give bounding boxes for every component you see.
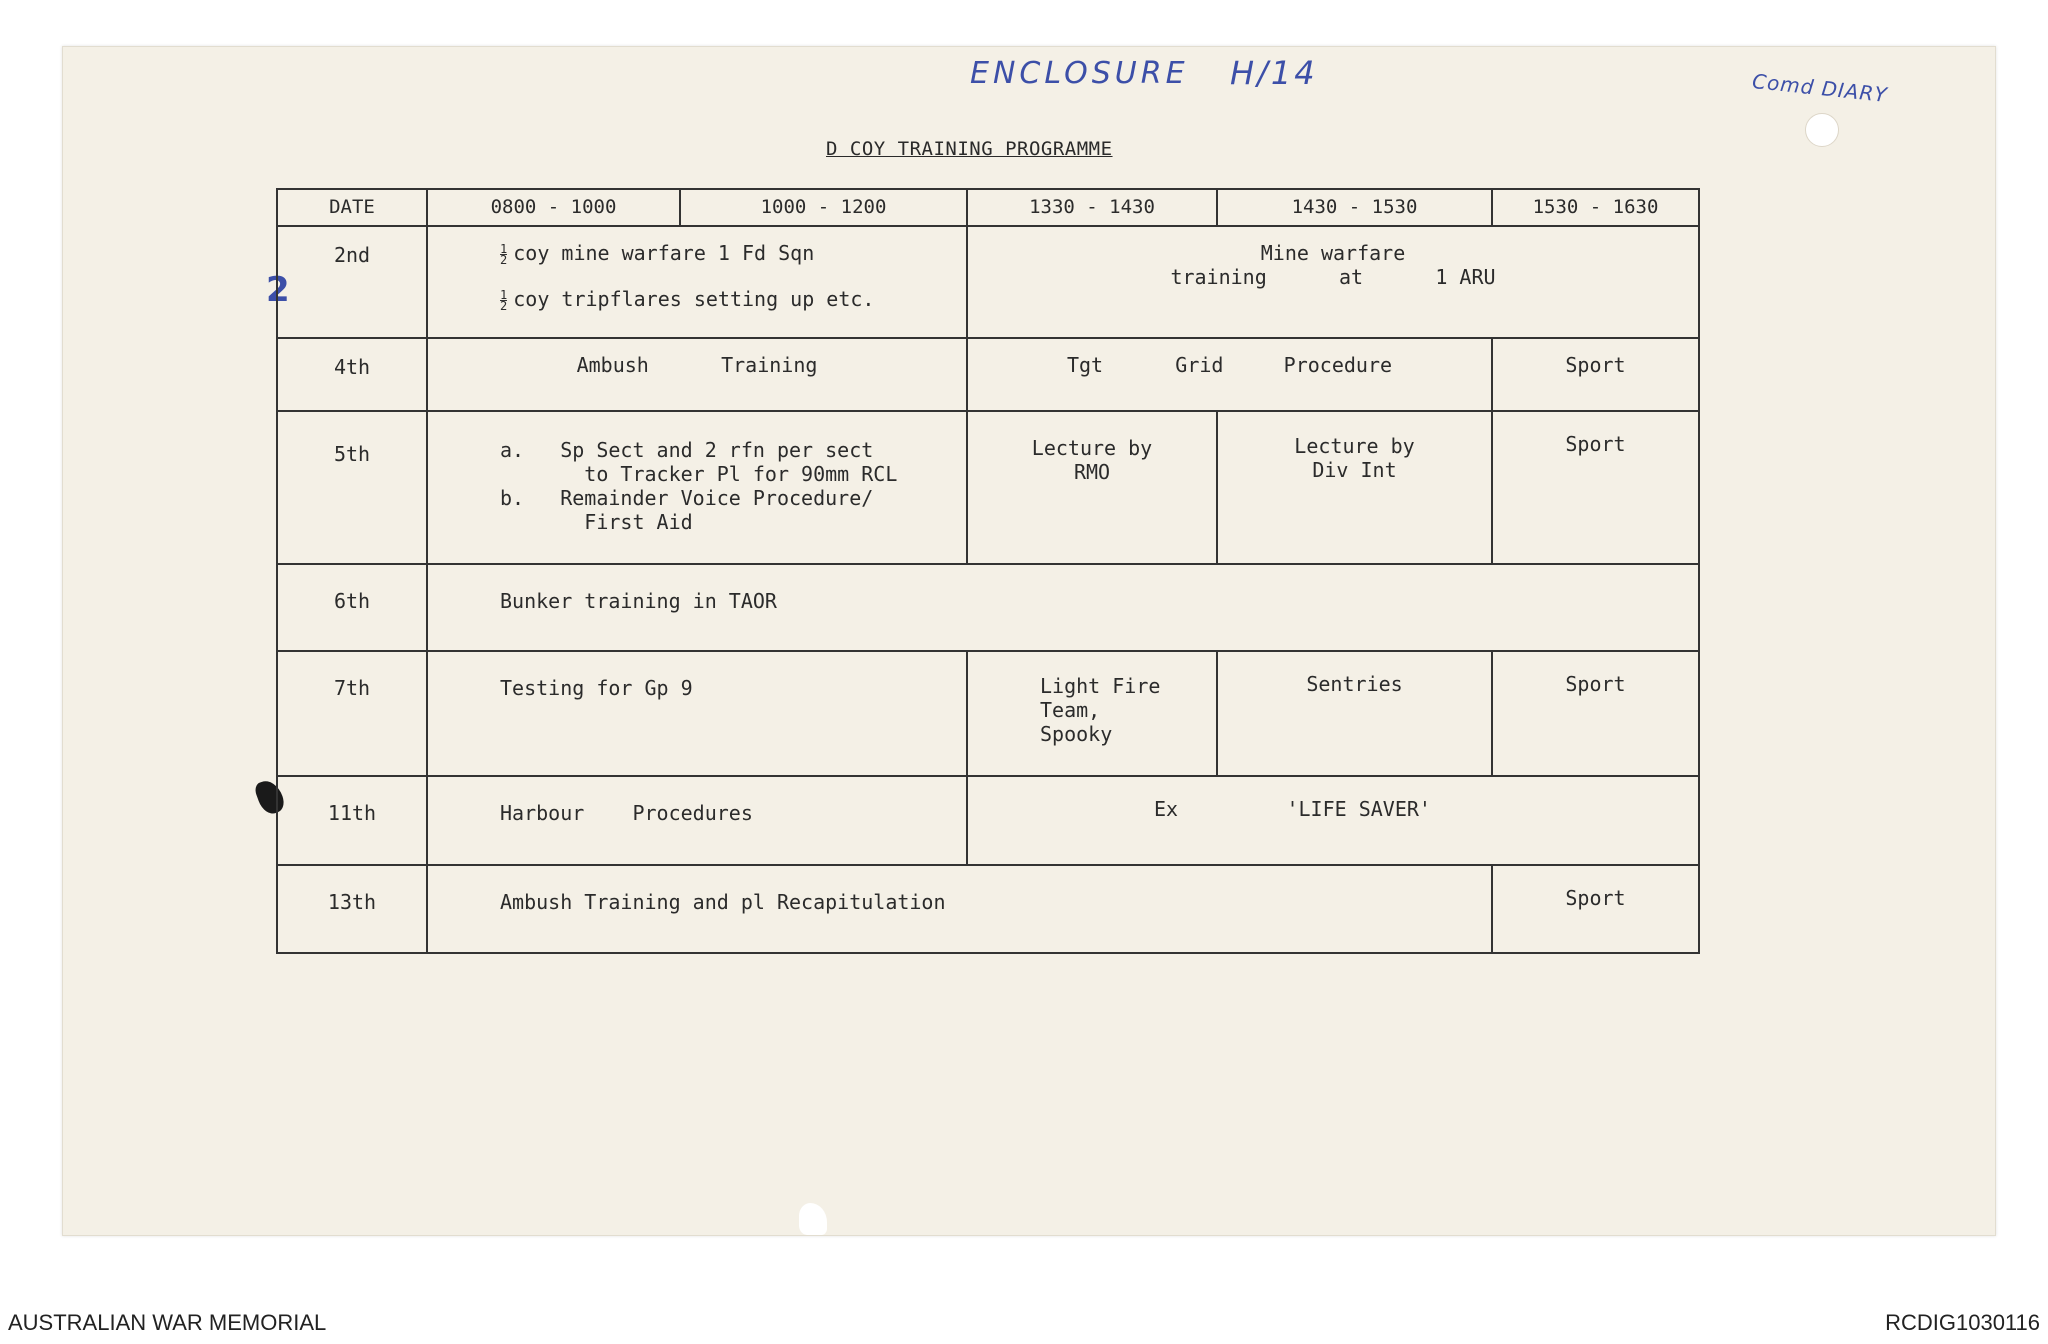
training-programme-table	[276, 188, 1700, 954]
handwritten-enclosure-number: H/14	[1230, 54, 1318, 92]
row-date: 13th	[277, 865, 427, 953]
row-cell-last: Sport	[1492, 651, 1699, 775]
row-date: 4th	[277, 338, 427, 411]
row-cell-morning	[427, 226, 967, 338]
row-date: 6th	[277, 564, 427, 652]
header-slot-5: 1530 - 1630	[1492, 189, 1699, 226]
row-cell-slot-4: Lecture by Div Int	[1217, 411, 1492, 564]
row-cell-morning: a. Sp Sect and 2 rfn per sect to Tracker Pl for 90mm RCL b. Remainder Voice Procedure/ First Aid	[427, 411, 967, 564]
fraction-half: $\frac{1}{2}$	[500, 241, 508, 267]
cell-text: coy mine warfare 1 Fd Sqn	[513, 240, 815, 265]
row-date: 7th	[277, 651, 427, 775]
row-cell-last: Sport	[1492, 411, 1699, 564]
cell-text: coy tripflares setting up etc.	[513, 286, 875, 311]
footer-institution: AUSTRALIAN WAR MEMORIAL	[8, 1310, 327, 1335]
row-date: 5th	[277, 411, 427, 564]
handwritten-corner-note: Comd DIARY	[1751, 68, 1889, 108]
header-slot-2: 1000 - 1200	[680, 189, 967, 226]
header-slot-1: 0800 - 1000	[427, 189, 680, 226]
handwritten-margin-mark: 2	[266, 270, 293, 310]
table-header-row	[277, 189, 1699, 226]
row-cell-last: Sport	[1492, 338, 1699, 411]
table-row	[277, 651, 1699, 775]
row-date: 2nd	[277, 226, 427, 338]
footer-identifier: RCDIG1030116	[1885, 1310, 2040, 1335]
table-row	[277, 564, 1699, 652]
table-row	[277, 411, 1699, 564]
row-cell-slot-3: Light Fire Team, Spooky	[967, 651, 1217, 775]
row-cell-all-day: Bunker training in TAOR	[427, 564, 1699, 652]
row-cell-morning: Harbour Procedures	[427, 776, 967, 866]
header-slot-3: 1330 - 1430	[967, 189, 1217, 226]
header-date: DATE	[277, 189, 427, 226]
row-cell-afternoon: Mine warfare training at 1 ARU	[967, 226, 1699, 338]
punch-hole	[1805, 113, 1839, 147]
table-row	[277, 338, 1699, 411]
fraction-half: $\frac{1}{2}$	[500, 287, 508, 313]
table-row	[277, 776, 1699, 866]
row-cell-afternoon: Ex 'LIFE SAVER'	[967, 776, 1699, 866]
header-slot-4: 1430 - 1530	[1217, 189, 1492, 226]
table-row	[277, 865, 1699, 953]
handwritten-enclosure: ENCLOSURE	[970, 56, 1189, 91]
row-cell-slot-3: Lecture by RMO	[967, 411, 1217, 564]
table-row	[277, 226, 1699, 338]
row-cell-slot-4: Sentries	[1217, 651, 1492, 775]
torn-edge	[799, 1203, 827, 1235]
row-cell-morning: Ambush Training	[427, 338, 967, 411]
row-cell-morning: Testing for Gp 9	[427, 651, 967, 775]
row-cell-main: Ambush Training and pl Recapitulation	[427, 865, 1492, 953]
document-title: D COY TRAINING PROGRAMME	[826, 138, 1113, 160]
row-date: 11th	[277, 776, 427, 866]
row-cell-last: Sport	[1492, 865, 1699, 953]
row-cell-afternoon: Tgt Grid Procedure	[967, 338, 1492, 411]
